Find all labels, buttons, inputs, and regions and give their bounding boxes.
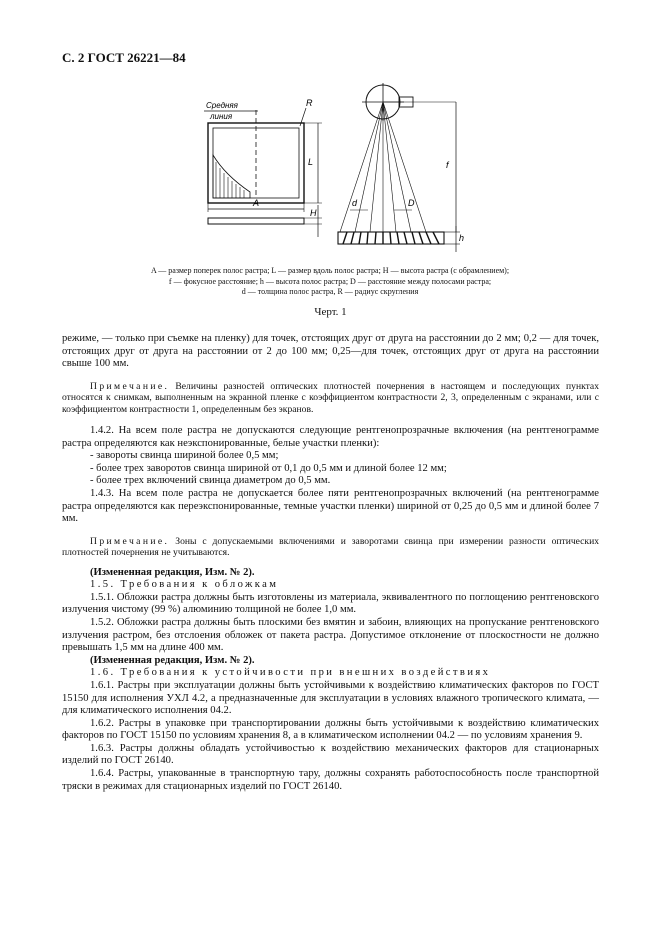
paragraph-1-6-4: 1.6.4. Растры, упакованные в транспортную тару, должны сохранять работоспособность после транспортной тряски в режимах для стационарных изделий по ГОСТ 26140. <box>62 768 599 792</box>
label-liniya: линия <box>210 112 233 121</box>
raster-plan-view <box>204 108 322 237</box>
paragraph-1-5-2: 1.5.2. Обложки растра должны быть плоскими без вмятин и забоин, влияющих на пропускание рентгеновского излучения растром, без отслоения обложек от пакета растра. Допустимое отклонение от плоскостности не должно превышать 1,5 мм на длине 400 мм. <box>62 616 599 654</box>
figure-raster-drawing <box>0 0 661 300</box>
body-text <box>62 333 599 793</box>
paragraph-1-5-1: 1.5.1. Обложки растра должны быть изготовлены из материала, эквивалентного по поглощению рентгеновского излучения чистому (99 %) алюминию толщиной не более 1,0 мм. <box>62 591 599 616</box>
label-H: H <box>310 208 317 218</box>
label-srednyaya: Средняя <box>206 101 238 110</box>
paragraph-continuation: режиме, — только при съемке на пленку) для точек, отстоящих друг от друга на расстоянии до 2 мм; 0,2 — для точек, отстоящих друг от друга на расстоянии от 2 до 100 мм; 0,25—для точек, отстоящих друг от друга на расстоянии свыше 100 мм. <box>62 333 599 370</box>
paragraph-1-4-3: 1.4.3. На всем поле растра не допускается более пяти рентгенопрозрачных включений (на рентгенограмме растра определяются как переэкспонированные, темные участки пленки) шириной от 0,25 до 0,5 мм и длиной более 7 мм. <box>62 487 599 525</box>
note-text: Зоны с допускаемыми включениями и заворотами свинца при измерении разности оптических плотностей почернения не учитываются. <box>62 535 599 559</box>
list-item: - более трех заворотов свинца шириной от 0,1 до 0,5 мм и длиной более 12 мм; <box>90 462 447 474</box>
note-1 <box>62 381 599 415</box>
paragraph-1-6-1: 1.6.1. Растры при эксплуатации должны быть устойчивыми к воздействию климатических факторов по ГОСТ 15150 для исполнения УХЛ 4.2, а предназначенные для эксплуатации в условиях влажного тропического климата, — для климатического исполнения 04.2. <box>62 679 599 717</box>
section-heading-1-5: 1.5. Требования к обложкам <box>90 579 279 591</box>
revision-note: (Измененная редакция, Изм. № 2). <box>90 566 255 578</box>
caption-line: A — размер поперек полос растра; L — размер вдоль полос растра; H — высота растра (с обрамлением); <box>150 266 510 275</box>
focus-section-view <box>338 83 460 252</box>
caption-line: d — толщина полос растра, R — радиус скругления <box>241 287 419 296</box>
section-heading-1-6: 1.6. Требования к устойчивости при внешних воздействиях <box>90 667 491 679</box>
revision-note: (Измененная редакция, Изм. № 2). <box>90 654 255 666</box>
label-f: f <box>446 160 449 170</box>
list-item: - более трех включений свинца диаметром до 0,5 мм. <box>90 475 331 487</box>
caption-line: f — фокусное расстояние; h — высота полос растра; D — расстояние между полосами растра; <box>168 276 492 286</box>
label-d: d <box>352 198 358 208</box>
label-A: A <box>253 198 260 208</box>
paragraph-1-6-2: 1.6.2. Растры в упаковке при транспортировании должны быть устойчивыми к воздействию климатических факторов по ГОСТ 15150 по условиям хранения 8, а в климатическом исполнении 04.2 — по условиям хранения 9. <box>62 717 599 742</box>
list-item: - завороты свинца шириной более 0,5 мм; <box>90 450 279 462</box>
note-label: Примечание. <box>90 535 170 547</box>
figure-caption <box>80 266 580 298</box>
note-label: Примечание. <box>90 380 170 392</box>
paragraph-1-4-2: 1.4.2. На всем поле растра не допускаются следующие рентгенопрозрачные включения (на рентгенограмме растра определяются как неэкспонированные, белые участки пленки): <box>62 425 599 449</box>
figure-title: Черт. 1 <box>314 306 347 318</box>
label-L: L <box>308 157 314 167</box>
note-2 <box>62 536 599 559</box>
paragraph-1-6-3: 1.6.3. Растры должны обладать устойчивостью к воздействию механических факторов для стационарных изделий по ГОСТ 26140. <box>62 742 599 767</box>
label-h: h <box>459 233 465 243</box>
page-header: С. 2 ГОСТ 26221—84 <box>62 50 186 65</box>
label-R: R <box>306 98 313 108</box>
note-text: Величины разностей оптических плотностей почернения в настоящем и последующих пунктах относятся к снимкам, выполненным на экранной пленке с коэффициентом контрастности 2, 3, определенным с экранами, или с коэффициентом контрастности 1, определенным без экранов. <box>62 380 599 415</box>
label-D: D <box>408 198 415 208</box>
